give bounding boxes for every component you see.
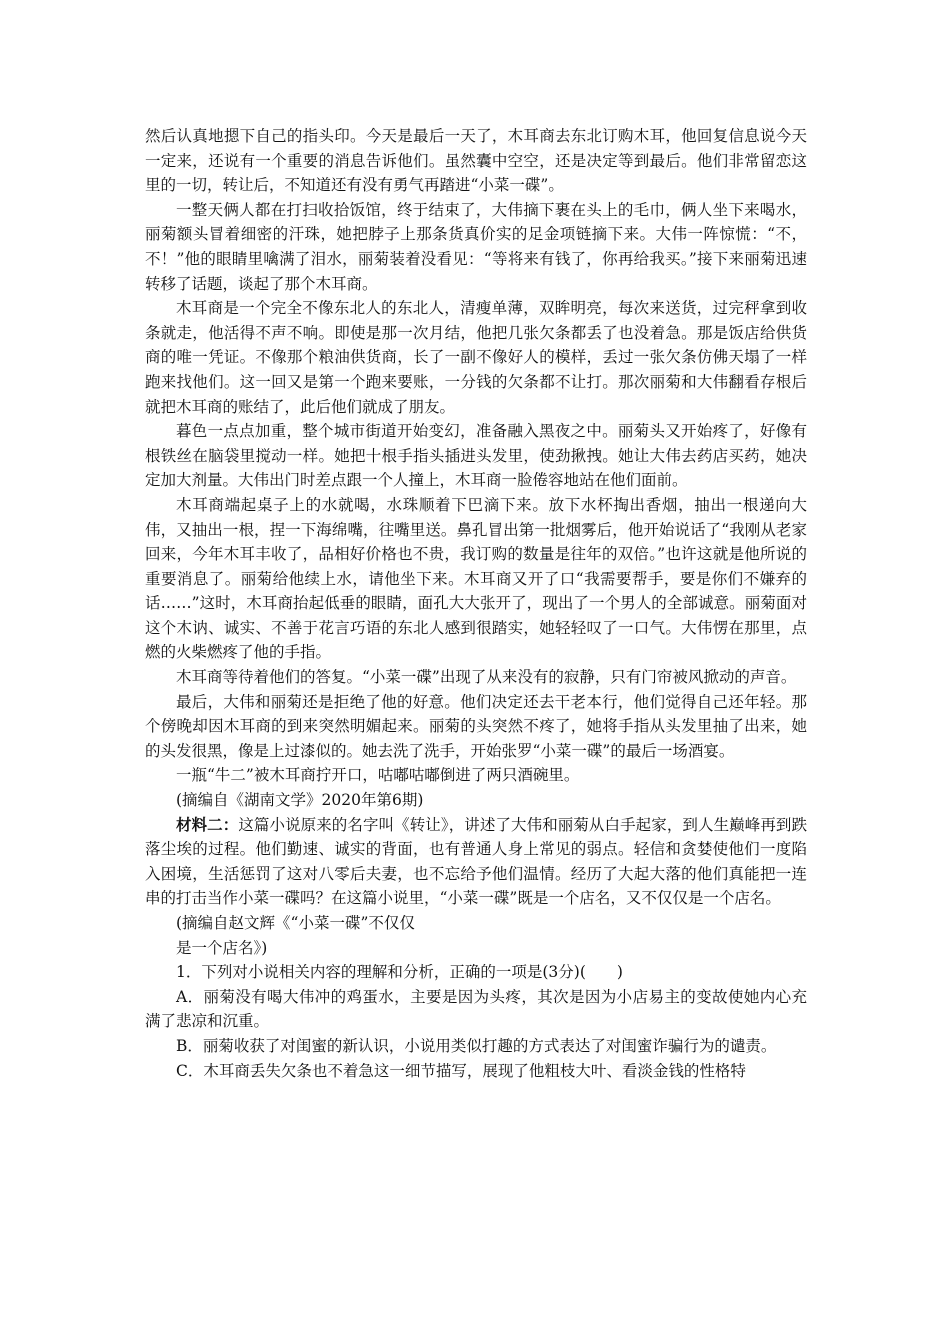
material-two-source-line2: 是一个店名》) xyxy=(176,938,268,957)
source-citation: (摘编自《湖南文学》2020年第6期) xyxy=(176,791,424,810)
question-stem: 1．下列对小说相关内容的理解和分析，正确的一项是(3分)( ) xyxy=(176,963,623,982)
material-two-label: 材料二： xyxy=(176,814,239,834)
story-paragraph: 最后，大伟和丽菊还是拒绝了他的好意。他们决定还去干老本行，他们觉得自己还年轻。那个傍晚却因木耳商的到来突然明媚起来。丽菊的头突然不疼了，她将手指从头发里抽了出来，她的头发很黑，像是上过漆似的。她去洗了洗手，开始张罗“小菜一碟”的最后一场酒宴。 xyxy=(145,692,807,760)
story-paragraph: 一整天俩人都在打扫收拾饭馆，终于结束了，大伟摘下裹在头上的毛巾，俩人坐下来喝水，丽菊额头冒着细密的汗珠，她把脖子上那条货真价实的足金项链摘下来。大伟一阵惊慌：“不，不！”他的眼睛里噙满了泪水，丽菊装着没看见：“等将来有钱了，你再给我买。”接下来丽菊迅速转移了话题，谈起了那个木耳商。 xyxy=(145,200,807,293)
question-option-a: A．丽菊没有喝大伟冲的鸡蛋水，主要是因为头疼，其次是因为小店易主的变故使她内心充满了悲凉和沉重。 xyxy=(145,987,807,1031)
document-page xyxy=(145,124,807,1083)
question-option-c: C．木耳商丢失欠条也不着急这一细节描写，展现了他粗枝大叶、看淡金钱的性格特 xyxy=(176,1061,746,1080)
material-two-text: 这篇小说原来的名字叫《转让》，讲述了大伟和丽菊从白手起家，到人生巅峰再到跌落尘埃的过程。他们勤速、诚实的背面，也有普通人身上常见的弱点。轻信和贪婪使他们一度陷入困境，生活惩罚了这对八零后夫妻，也不忘给予他们温情。经历了大起大落的他们真能把一连串的打击当作小菜一碟吗？在这篇小说里，“小菜一碟”既是一个店名，又不仅仅是一个店名。 xyxy=(145,815,807,908)
question-option-b: B．丽菊收获了对闺蜜的新认识，小说用类似打趣的方式表达了对闺蜜诈骗行为的谴责。 xyxy=(176,1036,777,1055)
story-paragraph: 木耳商端起桌子上的水就喝，水珠顺着下巴滴下来。放下水杯掏出香烟，抽出一根递向大伟，又抽出一根，捏一下海绵嘴，往嘴里送。鼻孔冒出第一批烟雾后，他开始说话了“我刚从老家回来，今年木耳丰收了，品相好价格也不贵，我订购的数量是往年的双倍。”也许这就是他所说的重要消息了。丽菊给他续上水，请他坐下来。木耳商又开了口“我需要帮手，要是你们不嫌弃的话……”这时，木耳商抬起低垂的眼睛，面孔大大张开了，现出了一个男人的全部诚意。丽菊面对这个木讷、诚实、不善于花言巧语的东北人感到很踏实，她轻轻叹了一口气。大伟愣在那里，点燃的火柴燃疼了他的手指。 xyxy=(145,495,807,662)
material-two-paragraph xyxy=(145,813,807,911)
story-paragraph: 一瓶“牛二”被木耳商拧开口，咕嘟咕嘟倒进了两只酒碗里。 xyxy=(176,766,580,785)
story-paragraph: 然后认真地摁下自己的指头印。今天是最后一天了，木耳商去东北订购木耳，他回复信息说今天一定来，还说有一个重要的消息告诉他们。虽然囊中空空，还是决定等到最后。他们非常留恋这里的一切，转让后，不知道还有没有勇气再踏进“小菜一碟”。 xyxy=(145,127,807,195)
material-two-source-line1: (摘编自赵文辉《“小菜一碟”不仅仅 xyxy=(176,914,415,932)
story-paragraph: 木耳商是一个完全不像东北人的东北人，清瘦单薄，双眸明亮，每次来送货，过完秤拿到收条就走，他活得不声不响。即使是那一次月结，他把几张欠条都丢了也没着急。那是饭店给供货商的唯一凭证。不像那个粮油供货商，长了一副不像好人的模样，丢过一张欠条仿佛天塌了一样跑来找他们。这一回又是第一个跑来要账，一分钱的欠条都不让打。那次丽菊和大伟翻看存根后就把木耳商的账结了，此后他们就成了朋友。 xyxy=(145,299,807,416)
story-paragraph: 暮色一点点加重，整个城市街道开始变幻，准备融入黑夜之中。丽菊头又开始疼了，好像有根铁丝在脑袋里搅动一样。她把十根手指头插进头发里，使劲揪拽。她让大伟去药店买药，她决定加大剂量。大伟出门时差点跟一个人撞上，木耳商一脸倦容地站在他们面前。 xyxy=(145,422,807,490)
story-paragraph: 木耳商等待着他们的答复。“小菜一碟”出现了从来没有的寂静，只有门帘被风掀动的声音。 xyxy=(176,668,797,687)
